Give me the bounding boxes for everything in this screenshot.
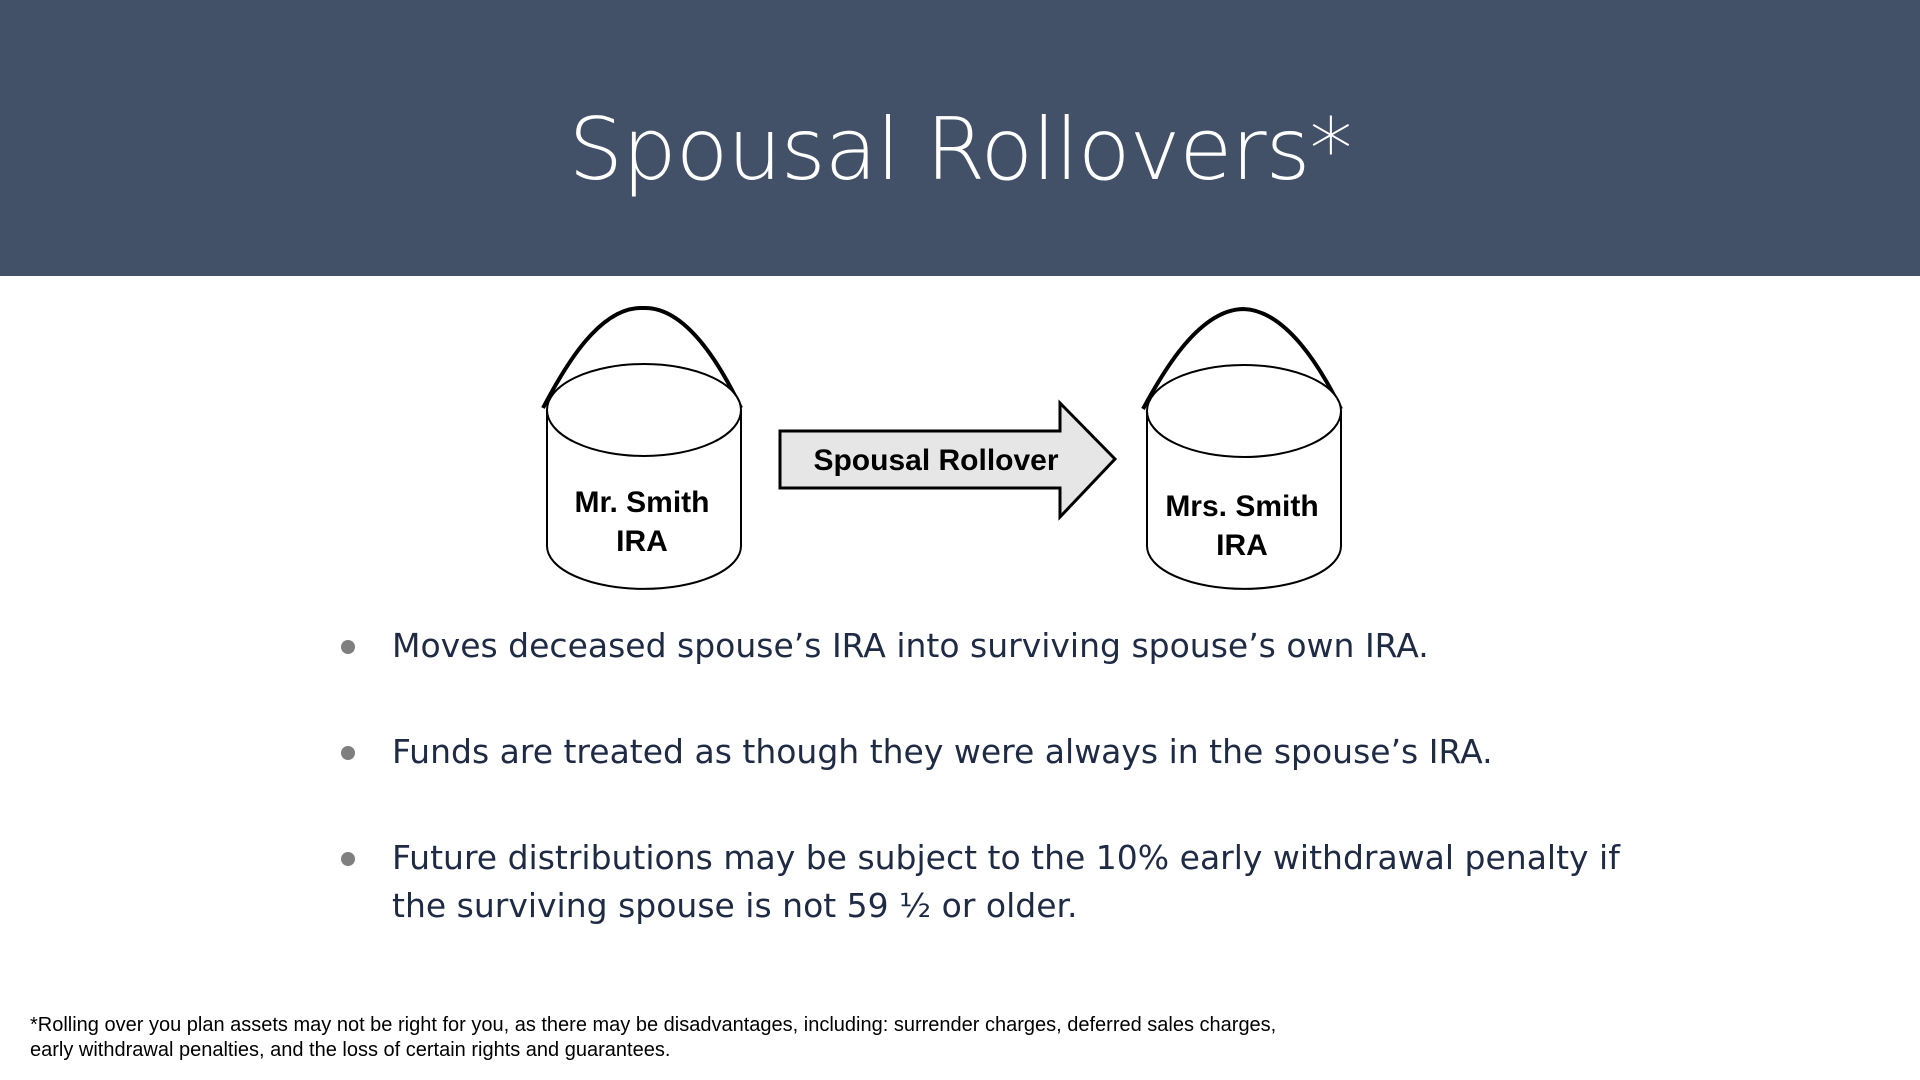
bullet-text: Moves deceased spouse’s IRA into surviving spouse’s own IRA. bbox=[392, 626, 1429, 665]
bullet-text-line1: Future distributions may be subject to the 10% early withdrawal penalty if bbox=[392, 838, 1620, 877]
title-banner bbox=[0, 0, 1920, 276]
bullet-dot-icon bbox=[341, 746, 355, 760]
bullet-dot-icon bbox=[341, 640, 355, 654]
footnote-line1: *Rolling over you plan assets may not be right for you, as there may be disadvantages, including: surrender charges, deferred sales charges, bbox=[30, 1014, 1277, 1036]
bullet-item bbox=[330, 728, 1650, 776]
right-bucket-label-line2: IRA bbox=[1216, 529, 1268, 562]
bullet-text: Funds are treated as though they were always in the spouse’s IRA. bbox=[392, 732, 1493, 771]
bullet-dot-icon bbox=[341, 852, 355, 866]
rollover-arrow bbox=[780, 403, 1115, 517]
bullet-list bbox=[330, 622, 1650, 988]
left-bucket-label-line1: Mr. Smith bbox=[574, 486, 710, 519]
bullet-text-line2: the surviving spouse is not 59 ½ or older. bbox=[392, 886, 1078, 925]
footnote bbox=[30, 1013, 1530, 1063]
right-bucket bbox=[1143, 309, 1341, 589]
bullet-item bbox=[330, 834, 1650, 930]
bullet-item bbox=[330, 622, 1650, 670]
slide-title: Spousal Rollovers* bbox=[568, 100, 1352, 200]
left-bucket-label-line2: IRA bbox=[616, 525, 668, 558]
footnote-line2: early withdrawal penalties, and the loss of certain rights and guarantees. bbox=[30, 1039, 671, 1061]
left-bucket-rim bbox=[547, 364, 741, 456]
arrow-label: Spousal Rollover bbox=[813, 444, 1059, 477]
left-bucket bbox=[543, 308, 741, 589]
right-bucket-rim bbox=[1147, 365, 1341, 457]
rollover-diagram bbox=[0, 276, 1920, 616]
right-bucket-label-line1: Mrs. Smith bbox=[1165, 490, 1319, 523]
